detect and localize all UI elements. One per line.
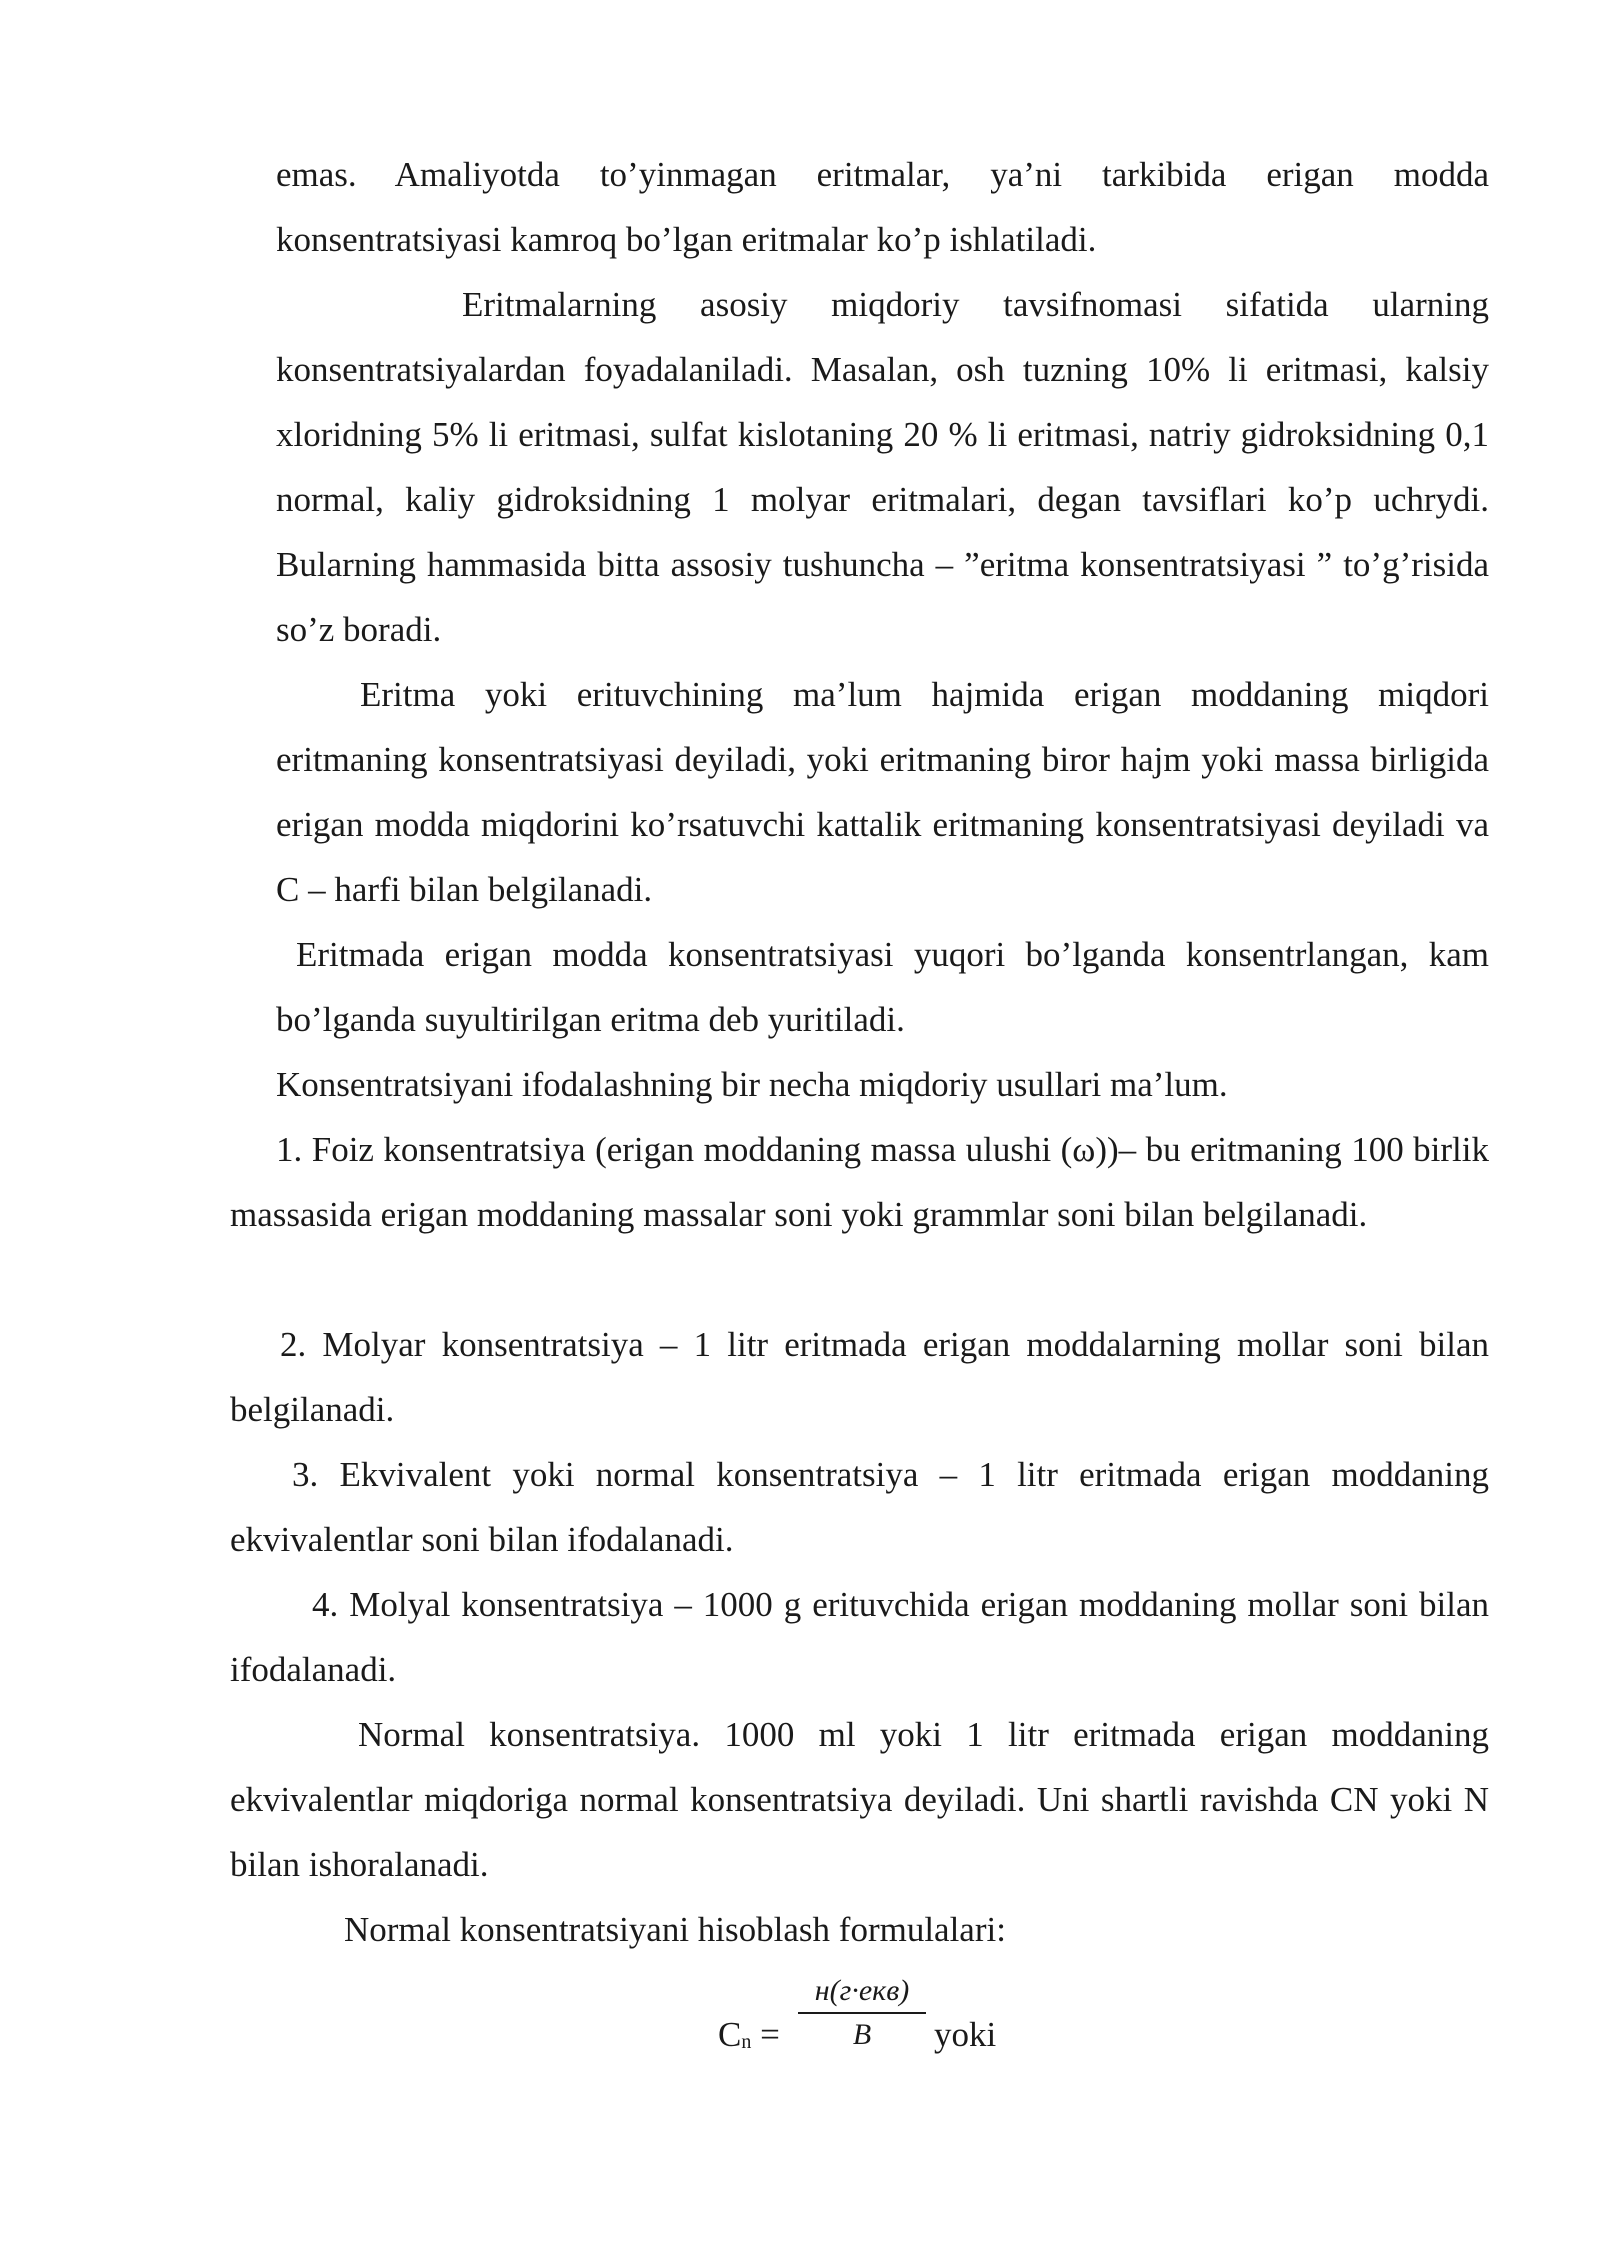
formula-equals: = <box>760 2015 780 2054</box>
paragraph-4: Eritmada erigan modda konsentratsiyasi yuqori bo’lganda konsentrlangan, kam bo’lganda suyultirilgan eritma deb yuritiladi. <box>276 935 1489 1039</box>
formula-lhs-symbol: C <box>718 2015 742 2054</box>
formula-lhs <box>718 2015 780 2062</box>
list-item-2: 2. Molyar konsentratsiya – 1 litr eritmada erigan moddalarning mollar soni bilan belgilanadi. <box>230 1325 1489 1429</box>
formula-suffix: yoki <box>934 2015 997 2054</box>
paragraph-1: emas. Amaliyotda to’yinmagan eritmalar, ya’ni tarkibida erigan modda konsentratsiyasi kamroq bo’lgan eritmalar ko’p ishlatiladi. <box>276 155 1489 259</box>
list-item-1: 1. Foiz konsentratsiya (erigan moddaning massa ulushi (ω))– bu eritmaning 100 birlik massasida erigan moddaning massalar soni yoki grammlar soni bilan belgilanadi. <box>230 1130 1489 1234</box>
formula-lhs-subscript: n <box>741 2031 752 2053</box>
paragraph-2: Eritmalarning asosiy miqdoriy tavsifnomasi sifatida ularning konsentratsiyalardan foyadalaniladi. Masalan, osh tuzning 10% li eritmasi, kalsiy xloridning 5% li eritmasi, sulfat kislotaning 20 % li eritmasi, natriy gidroksidning 0,1 normal, kaliy gidroksidning 1 molyar eritmalari, degan tavsiflari ko’p uchrydi. Bularning hammasida bitta assosiy tushuncha – ”eritma konsentratsiyasi ” to’g’risida so’z boradi. <box>276 285 1489 649</box>
normality-formula <box>700 1955 1120 2085</box>
fraction-bar <box>798 2012 926 2014</box>
paragraph-5: Konsentratsiyani ifodalashning bir necha miqdoriy usullari ma’lum. <box>276 1065 1228 1104</box>
paragraph-normal-concentration: Normal konsentratsiya. 1000 ml yoki 1 litr eritmada erigan moddaning ekvivalentlar miqdoriga normal konsentratsiya deyiladi. Uni shartli ravishda CN yoki N bilan ishoralanadi. <box>230 1715 1489 1884</box>
formula-denominator: В <box>852 2018 872 2051</box>
formula-numerator: н(г·екв) <box>814 1974 910 2007</box>
list-item-3: 3. Ekvivalent yoki normal konsentratsiya – 1 litr eritmada erigan moddaning ekvivalentlar soni bilan ifodalanadi. <box>230 1455 1489 1559</box>
paragraph-3: Eritma yoki erituvchining ma’lum hajmida erigan moddaning miqdori eritmaning konsentratsiyasi deyiladi, yoki eritmaning biror hajm yoki massa birligida erigan modda miqdorini ko’rsatuvchi kattalik eritmaning konsentratsiyasi deyiladi va C – harfi bilan belgilanadi. <box>276 675 1489 909</box>
paragraph-formulas-heading: Normal konsentratsiyani hisoblash formulalari: <box>344 1910 1006 1949</box>
list-item-4: 4. Molyal konsentratsiya – 1000 g erituvchida erigan moddaning mollar soni bilan ifodalanadi. <box>230 1585 1489 1689</box>
